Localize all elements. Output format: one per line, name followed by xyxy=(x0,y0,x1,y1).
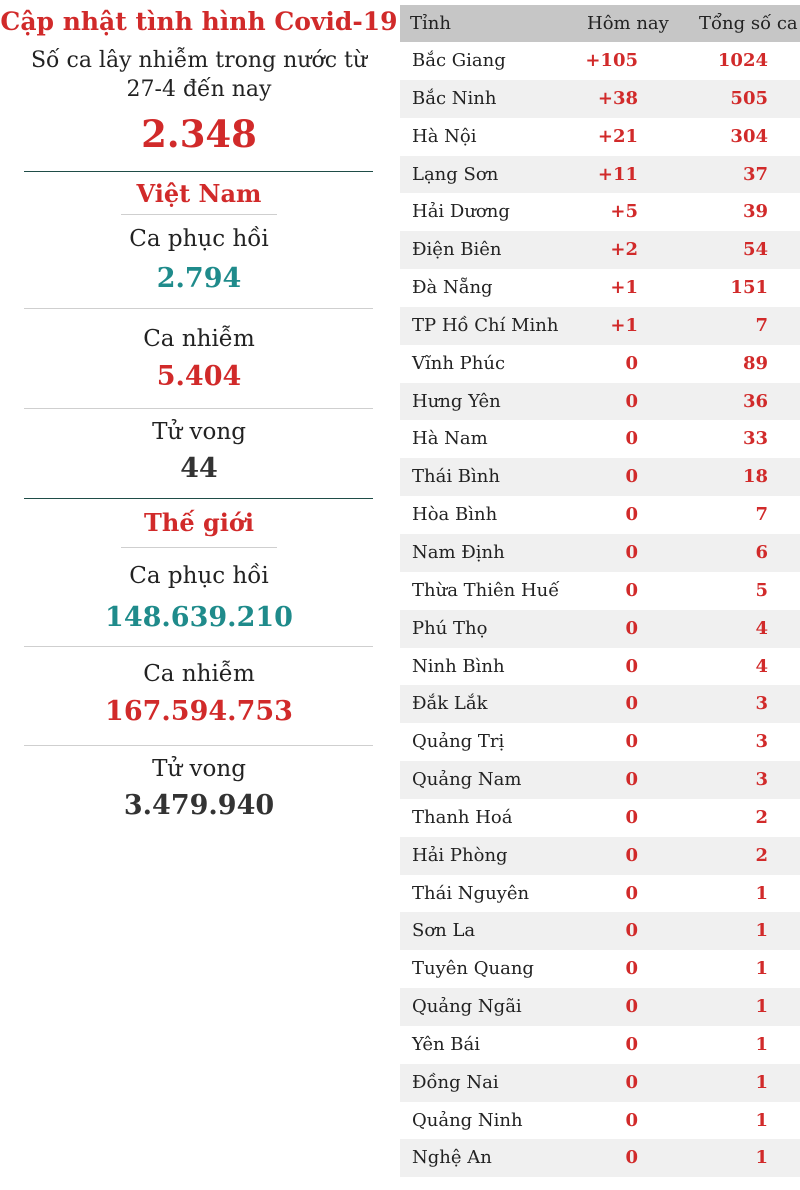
row-name: Hà Nội xyxy=(412,125,477,147)
vietnam-recovered-label: Ca phục hồi xyxy=(129,226,269,252)
row-total: 6 xyxy=(755,541,768,563)
row-name: Thái Nguyên xyxy=(412,882,530,904)
divider xyxy=(24,171,373,172)
row-name: Quảng Ninh xyxy=(412,1109,523,1131)
page-title: Cập nhật tình hình Covid-19 xyxy=(0,7,398,36)
row-total: 151 xyxy=(730,277,768,299)
world-deaths-value: 3.479.940 xyxy=(123,790,275,821)
divider xyxy=(24,308,373,309)
row-today: +11 xyxy=(597,163,638,185)
table-row xyxy=(400,193,800,231)
table-row xyxy=(400,837,800,875)
table-row xyxy=(400,1139,800,1177)
row-name: Nghệ An xyxy=(412,1147,492,1169)
row-total: 3 xyxy=(755,693,768,715)
row-total: 1 xyxy=(755,1147,768,1169)
row-name: Thừa Thiên Huế xyxy=(412,579,560,601)
table-body xyxy=(400,42,800,1177)
table-row xyxy=(400,988,800,1026)
table-row xyxy=(400,534,800,572)
table-row xyxy=(400,420,800,458)
table-row xyxy=(400,231,800,269)
row-name: Điện Biên xyxy=(412,239,502,261)
header-total: Tổng số ca xyxy=(699,13,798,34)
table-row xyxy=(400,950,800,988)
row-today: 0 xyxy=(625,1033,638,1055)
row-name: Thái Bình xyxy=(412,466,500,488)
row-total: 2 xyxy=(755,806,768,828)
row-total: 18 xyxy=(742,466,768,488)
row-name: Tuyên Quang xyxy=(412,958,534,980)
row-today: 0 xyxy=(625,617,638,639)
table-row xyxy=(400,80,800,118)
row-name: Đà Nẵng xyxy=(412,277,493,299)
row-name: Phú Thọ xyxy=(412,617,488,639)
row-today: 0 xyxy=(625,390,638,412)
row-name: Lạng Sơn xyxy=(412,163,499,185)
row-today: 0 xyxy=(625,844,638,866)
row-today: +1 xyxy=(610,277,638,299)
row-total: 304 xyxy=(730,125,768,147)
divider xyxy=(24,646,373,647)
table-row xyxy=(400,496,800,534)
table-row xyxy=(400,572,800,610)
row-total: 39 xyxy=(742,201,768,223)
table-row xyxy=(400,875,800,913)
vietnam-title: Việt Nam xyxy=(136,179,262,208)
table-row xyxy=(400,42,800,80)
table-row xyxy=(400,1064,800,1102)
vietnam-recovered-value: 2.794 xyxy=(156,263,242,294)
table-row xyxy=(400,610,800,648)
row-today: +21 xyxy=(597,125,638,147)
summary-panel xyxy=(0,0,398,1190)
row-total: 54 xyxy=(742,239,768,261)
row-name: Đắk Lắk xyxy=(412,693,488,715)
table-row xyxy=(400,345,800,383)
table-row xyxy=(400,648,800,686)
row-total: 1024 xyxy=(717,50,768,71)
row-name: Hà Nam xyxy=(412,428,488,450)
province-table xyxy=(400,5,800,1177)
table-row xyxy=(400,118,800,156)
row-total: 37 xyxy=(742,163,768,185)
table-row xyxy=(400,307,800,345)
row-total: 1 xyxy=(755,920,768,942)
world-recovered-value: 148.639.210 xyxy=(105,602,293,633)
header-province: Tỉnh xyxy=(410,13,451,34)
world-infected-value: 167.594.753 xyxy=(105,696,293,727)
row-today: 0 xyxy=(625,466,638,488)
header-today: Hôm nay xyxy=(587,13,669,34)
row-today: 0 xyxy=(625,504,638,526)
row-today: 0 xyxy=(625,541,638,563)
page-subtitle: Số ca lây nhiễm trong nước từ 27-4 đến nay xyxy=(30,48,368,102)
table-row xyxy=(400,799,800,837)
row-total: 36 xyxy=(742,390,768,412)
row-name: Bắc Giang xyxy=(412,50,506,71)
row-today: 0 xyxy=(625,1071,638,1093)
row-today: 0 xyxy=(625,806,638,828)
row-name: Quảng Trị xyxy=(412,731,505,753)
row-total: 2 xyxy=(755,844,768,866)
row-name: TP Hồ Chí Minh xyxy=(412,314,559,336)
row-today: 0 xyxy=(625,428,638,450)
row-total: 1 xyxy=(755,1033,768,1055)
row-name: Quảng Ngãi xyxy=(412,996,522,1018)
vietnam-deaths-value: 44 xyxy=(180,453,218,484)
row-total: 1 xyxy=(755,882,768,904)
row-today: +38 xyxy=(597,87,638,109)
row-total: 5 xyxy=(755,579,768,601)
row-name: Hưng Yên xyxy=(412,390,501,412)
row-today: 0 xyxy=(625,731,638,753)
row-name: Quảng Nam xyxy=(412,769,522,791)
row-name: Hải Phòng xyxy=(412,844,508,866)
table-row xyxy=(400,761,800,799)
row-name: Ninh Bình xyxy=(412,655,505,677)
row-today: 0 xyxy=(625,1109,638,1131)
row-name: Vĩnh Phúc xyxy=(412,352,506,374)
table-row xyxy=(400,269,800,307)
row-name: Hòa Bình xyxy=(412,504,498,526)
row-total: 4 xyxy=(755,655,768,677)
row-name: Yên Bái xyxy=(412,1033,481,1055)
row-today: 0 xyxy=(625,920,638,942)
row-total: 1 xyxy=(755,1071,768,1093)
row-name: Thanh Hoá xyxy=(412,806,513,828)
row-total: 7 xyxy=(755,314,768,336)
row-total: 33 xyxy=(742,428,768,450)
table-row xyxy=(400,458,800,496)
row-name: Sơn La xyxy=(412,920,476,942)
vietnam-infected-label: Ca nhiễm xyxy=(143,326,255,352)
row-today: 0 xyxy=(625,882,638,904)
table-row xyxy=(400,685,800,723)
divider xyxy=(24,745,373,746)
row-total: 1 xyxy=(755,958,768,980)
row-name: Hải Dương xyxy=(412,201,510,223)
row-name: Đồng Nai xyxy=(412,1071,499,1093)
row-total: 3 xyxy=(755,731,768,753)
domestic-total: 2.348 xyxy=(141,112,257,156)
row-name: Bắc Ninh xyxy=(412,87,497,109)
table-row xyxy=(400,156,800,194)
table-row xyxy=(400,1026,800,1064)
row-total: 3 xyxy=(755,769,768,791)
row-today: 0 xyxy=(625,996,638,1018)
world-recovered-label: Ca phục hồi xyxy=(129,563,269,589)
row-today: +2 xyxy=(610,239,638,261)
row-total: 7 xyxy=(755,504,768,526)
vietnam-deaths-label: Tử vong xyxy=(152,419,246,445)
table-row xyxy=(400,723,800,761)
table-header xyxy=(400,5,800,42)
world-title: Thế giới xyxy=(144,508,254,537)
divider xyxy=(121,547,277,548)
divider xyxy=(24,408,373,409)
row-total: 89 xyxy=(742,352,768,374)
world-infected-label: Ca nhiễm xyxy=(143,661,255,687)
row-total: 1 xyxy=(755,1109,768,1131)
table-row xyxy=(400,1102,800,1140)
row-today: +1 xyxy=(610,314,638,336)
vietnam-infected-value: 5.404 xyxy=(156,361,242,392)
row-today: 0 xyxy=(625,1147,638,1169)
row-total: 505 xyxy=(730,87,768,109)
row-today: 0 xyxy=(625,352,638,374)
world-deaths-label: Tử vong xyxy=(152,756,246,782)
divider xyxy=(24,498,373,499)
table-row xyxy=(400,912,800,950)
table-row xyxy=(400,383,800,421)
row-today: +5 xyxy=(610,201,638,223)
row-today: 0 xyxy=(625,579,638,601)
row-total: 1 xyxy=(755,996,768,1018)
row-name: Nam Định xyxy=(412,541,505,563)
row-today: 0 xyxy=(625,769,638,791)
divider xyxy=(121,214,277,215)
row-today: 0 xyxy=(625,655,638,677)
row-total: 4 xyxy=(755,617,768,639)
row-today: 0 xyxy=(625,693,638,715)
row-today: 0 xyxy=(625,958,638,980)
row-today: +105 xyxy=(585,50,638,71)
